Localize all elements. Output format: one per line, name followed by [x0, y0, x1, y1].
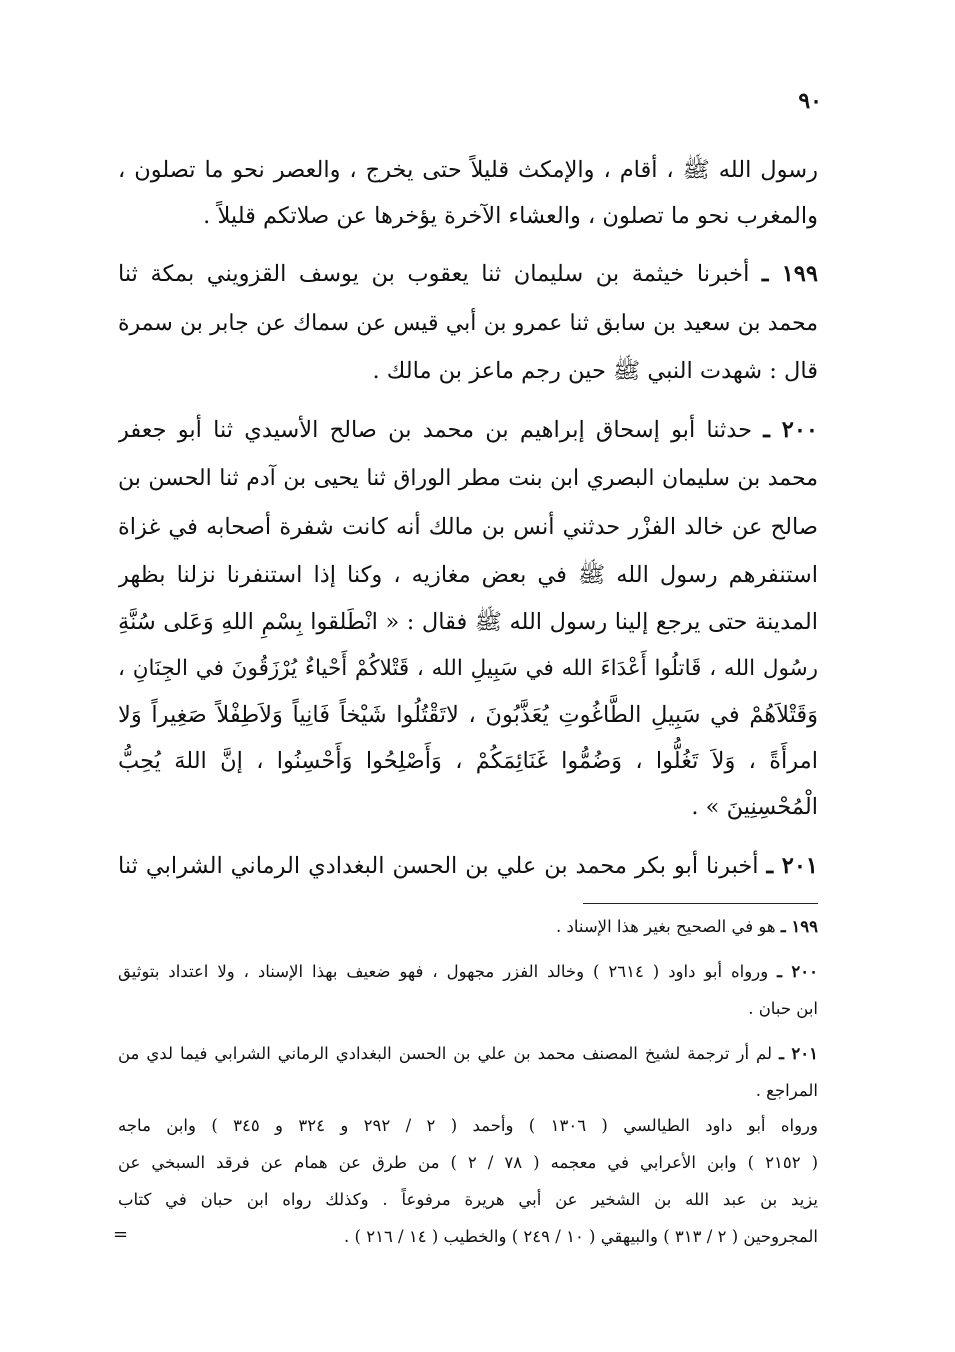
text-line: رسول الله ﷺ ، أقام ، والإمكث قليلاً حتى يخرج ، والعصر نحو ما تصلون ،	[118, 157, 818, 183]
footnote-line: المراجع .	[755, 1081, 818, 1100]
footnote-line: ( ٢١٥٢ ) وابن الأعرابي في معجمه ( ٧٨ / ٢ ) من طرق عن همام عن فرقد السبخي عن	[118, 1153, 818, 1172]
text-line	[118, 842, 818, 890]
line-text: لم أر ترجمة لشيخ المصنف محمد بن علي بن الحسن البغدادي الرماني الشرابي فيما لدي من	[118, 1044, 773, 1063]
text-line: رسُول الله ، قَاتلُوا أَعْدَاءَ الله في سَبِيلِ الله ، قَتْلاكُمْ أَحْياءٌ يُرْزَقُونَ في الجِنَانِ ،	[118, 656, 818, 681]
text-line: محمد بن سليمان البصري ابن بنت مطر الوراق ثنا يحيى بن آدم ثنا الحسن بن	[118, 466, 818, 491]
footnote-line	[118, 910, 818, 944]
line-text: أخبرنا أبو بكر محمد بن علي بن الحسن البغدادي الرماني الشرابي ثنا	[118, 853, 759, 879]
text-line: استنفرهم رسول الله ﷺ في بعض مغازيه ، وكنا إذا استنفرنا نزلنا بظهر	[118, 562, 818, 588]
hadith-number: ٢٠٠ ـ	[763, 417, 818, 443]
footnote-number: ٢٠١ ـ	[779, 1044, 818, 1063]
footnote-line: ورواه أبو داود الطيالسي ( ١٣٠٦ ) وأحمد ( ٢ / ٢٩٢ و ٣٢٤ و ٣٤٥ ) وابن ماجه	[118, 1116, 818, 1135]
line-text: هو في الصحيح بغير هذا الإسناد .	[556, 917, 776, 936]
hadith-number: ١٩٩ ـ	[761, 261, 818, 287]
text-line	[118, 250, 818, 298]
footnote-number: ٢٠٠ ـ	[777, 962, 818, 981]
footnote-line	[118, 1037, 818, 1071]
text-line: قال : شهدت النبي ﷺ حين رجم ماعز بن مالك .	[372, 358, 818, 384]
text-line: محمد بن سعيد بن سابق ثنا عمرو بن أبي قيس عن سماك عن جابر بن سمرة	[118, 311, 818, 336]
text-line: المدينة حتى يرجع إلينا رسول الله ﷺ فقال : « انْطَلقوا بِسْمِ اللهِ وَعَلى سُنَّةِ	[118, 609, 818, 635]
footnote-number: ١٩٩ ـ	[780, 917, 818, 936]
text-line: الْمُحْسِنِينَ » .	[691, 794, 818, 820]
text-line: امرأَةً ، وَلاَ تَغُلُّوا ، وَضُمُّوا غَنَائِمَكُمْ ، وَأَصْلِحُوا وَأَحْسِنُوا ، إنَّ اللهَ يُحِبُّ	[118, 748, 818, 774]
hadith-number: ٢٠١ ـ	[766, 853, 818, 879]
text-line: وَقَتْلاَهُمْ في سَبِيلِ الطَّاغُوتِ يُعَذَّبُونَ ، لاتَقْتُلُوا شَيْخاً فَانِياً وَلاَطِفْلاً صَغِيراً وَلا	[118, 702, 818, 728]
footnote-separator	[583, 903, 818, 904]
page-number: ٩٠	[798, 88, 822, 114]
footnote-line: المجروحين ( ٢ / ٣١٣ ) والبيهقي ( ١٠ / ٢٤٩ ) والخطيب ( ١٤ / ٢١٦ ) .	[344, 1227, 818, 1246]
footnote-line	[118, 955, 818, 989]
footnote-line: يزيد بن عبد الله بن الشخير عن أبي هريرة مرفوعاً . وكذلك رواه ابن حبان في كتاب	[118, 1190, 818, 1209]
line-text: حدثنا أبو إسحاق إبراهيم بن محمد بن صالح الأسيدي ثنا أبو جعفر	[118, 417, 753, 443]
footnote-line: ابن حبان .	[748, 999, 818, 1018]
line-text: أخبرنا خيثمة بن سليمان ثنا يعقوب بن يوسف القزويني بمكة ثنا	[118, 261, 750, 287]
line-text: ورواه أبو داود ( ٢٦١٤ ) وخالد الفزر مجهول ، فهو ضعيف بهذا الإسناد ، ولا اعتداد بتوثيق	[118, 962, 769, 981]
text-line	[118, 406, 818, 454]
text-line: صالح عن خالد الفزْر حدثني أنس بن مالك أنه كانت شفرة أصحابه في غزاة	[118, 514, 818, 540]
continuation-mark: =	[113, 1224, 129, 1245]
text-line: والمغرب نحو ما تصلون ، والعشاء الآخرة يؤخرها عن صلاتكم قليلاً .	[203, 203, 818, 229]
